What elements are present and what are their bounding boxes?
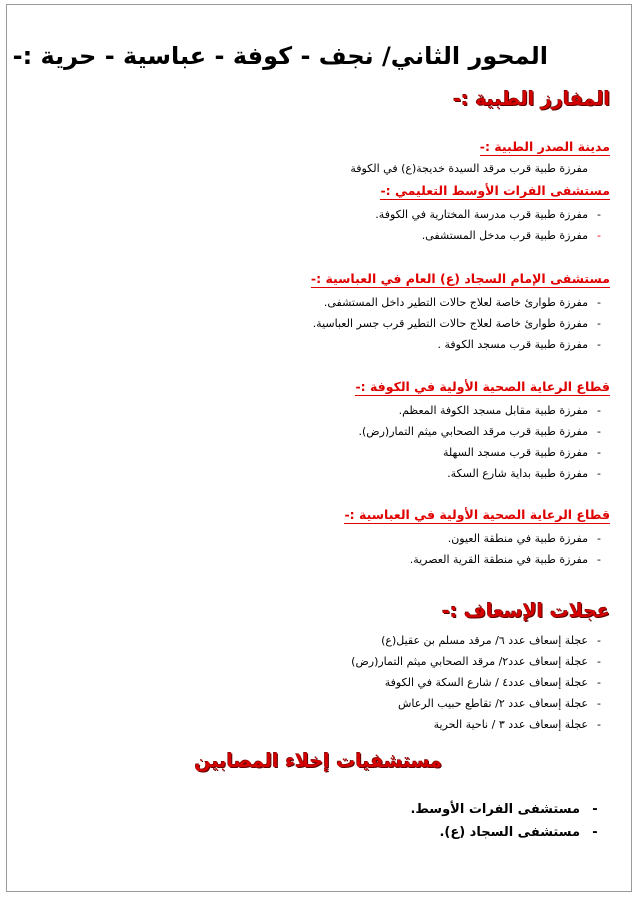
- hospitals-heading: مستشفيات إخلاء المصابين: [194, 750, 442, 772]
- section-heading: مستشفى الإمام السجاد (ع) العام في العباسية :-: [310, 271, 610, 286]
- section-heading: مدينة الصدر الطبية :-: [479, 139, 610, 154]
- hospitals-list: [410, 798, 610, 844]
- section-list: [359, 400, 610, 484]
- list-item: -مفرزة طوارئ خاصة لعلاج حالات التطير قرب جسر العباسية.: [312, 317, 601, 330]
- ambulance-list: [351, 630, 610, 735]
- list-item: -مستشفى السجاد (ع).: [439, 825, 598, 840]
- list-item: -عجلة إسعاف عدد ٦/ مرقد مسلم بن عقيل(ع): [381, 634, 601, 647]
- list-item: -عجلة إسعاف عدد٢/ مرقد الصحابي ميثم التمار(رض): [351, 655, 601, 668]
- list-item: -مفرزة طبية قرب مدخل المستشفى.: [421, 229, 601, 242]
- medical-posts-heading: المفارز الطبية :-: [453, 88, 610, 110]
- page-title: المحور الثاني/ نجف - كوفة - عباسية - حرية :-: [12, 42, 548, 70]
- list-item: -مفرزة طبية قرب مرقد الصحابي ميثم التمار(رض).: [358, 425, 601, 438]
- list-item: -عجلة إسعاف عدد ٢/ تقاطع حبيب الرعاش: [397, 697, 601, 710]
- list-item: -عجلة إسعاف عدد ٣ / ناحية الحرية: [433, 718, 601, 731]
- section-list: [350, 158, 588, 179]
- list-item: -مفرزة طبية في منطقة العيون.: [447, 532, 601, 545]
- list-item: مفرزة طبية قرب مرقد السيدة خديجة(ع) في الكوفة: [350, 162, 588, 175]
- list-item: -مفرزة طبية بداية شارع السكة.: [447, 467, 601, 480]
- list-item: -مفرزة طبية مقابل مسجد الكوفة المعظم.: [398, 404, 601, 417]
- section-list: [313, 292, 610, 355]
- section-heading: قطاع الرعاية الصحية الأولية في الكوفة :-: [355, 379, 610, 394]
- list-item: -مفرزة طبية في منطقة القرية العصرية.: [409, 553, 601, 566]
- ambulance-heading: عجلات الإسعاف :-: [441, 600, 610, 622]
- section-list: [375, 204, 610, 246]
- section-heading: مستشفى الفرات الأوسط التعليمي :-: [380, 183, 610, 198]
- list-item: -عجلة إسعاف عدد٤ / شارع السكة في الكوفة: [384, 676, 601, 689]
- section-heading: قطاع الرعاية الصحية الأولية في العباسية :-: [344, 507, 610, 522]
- list-item: -مفرزة طبية قرب مسجد السهلة: [443, 446, 601, 459]
- list-item: -مفرزة طبية قرب مدرسة المختارية في الكوفة.: [375, 208, 601, 221]
- list-item: -مفرزة طوارئ خاصة لعلاج حالات التطير داخل المستشفى.: [323, 296, 601, 309]
- list-item: -مستشفى الفرات الأوسط.: [410, 802, 598, 817]
- section-list: [410, 528, 610, 570]
- list-item: -مفرزة طبية قرب مسجد الكوفة .: [437, 338, 601, 351]
